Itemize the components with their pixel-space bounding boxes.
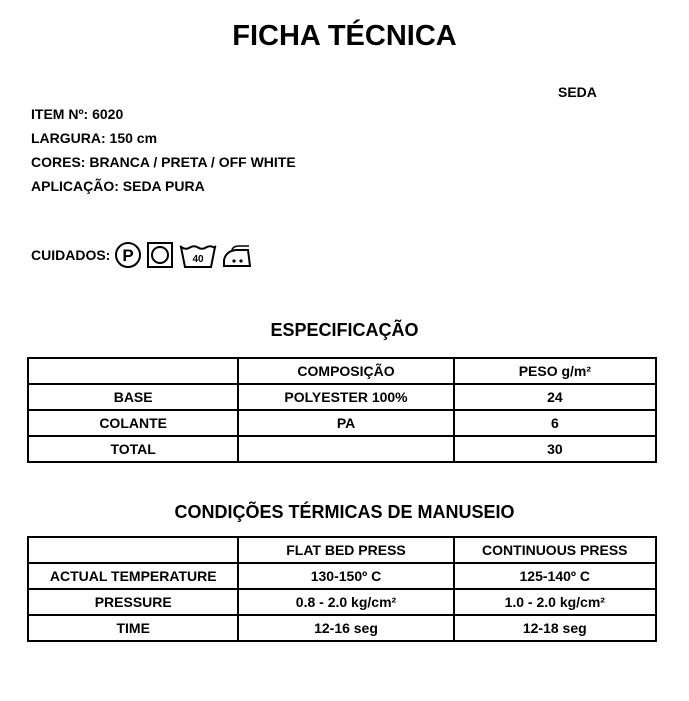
product-info <box>31 104 296 200</box>
table-row <box>28 589 656 615</box>
table-cell: ACTUAL TEMPERATURE <box>28 563 238 589</box>
width: LARGURA: 150 cm <box>31 130 158 146</box>
table-row <box>28 410 656 436</box>
category-label: SEDA <box>558 84 597 100</box>
table-header-row <box>28 358 656 384</box>
page-title: FICHA TÉCNICA <box>232 20 457 52</box>
wash-40-icon <box>178 241 222 269</box>
table-row <box>28 384 656 410</box>
colors: CORES: BRANCA / PRETA / OFF WHITE <box>31 154 296 170</box>
table-cell: 1.0 - 2.0 kg/cm² <box>454 589 656 615</box>
table-cell: 30 <box>454 436 656 462</box>
table-cell: PA <box>238 410 453 436</box>
table-header-cell: PESO g/m² <box>454 358 656 384</box>
tumble-dry-icon <box>146 241 178 269</box>
table-header-cell <box>28 537 238 563</box>
table-header-cell: FLAT BED PRESS <box>238 537 453 563</box>
table-cell: 130-150º C <box>238 563 453 589</box>
table-cell: 12-16 seg <box>238 615 453 641</box>
specification-table <box>27 357 657 463</box>
table-cell: POLYESTER 100% <box>238 384 453 410</box>
table-cell: 24 <box>454 384 656 410</box>
table-header-cell <box>28 358 238 384</box>
table-row <box>28 436 656 462</box>
table-row <box>28 563 656 589</box>
table-cell: 12-18 seg <box>454 615 656 641</box>
application: APLICAÇÃO: SEDA PURA <box>31 178 205 194</box>
care-label: CUIDADOS: <box>31 247 111 263</box>
table-cell: TIME <box>28 615 238 641</box>
care-section <box>31 238 256 272</box>
table-cell: COLANTE <box>28 410 238 436</box>
dry-clean-p-icon <box>114 241 146 269</box>
table-cell: 0.8 - 2.0 kg/cm² <box>238 589 453 615</box>
table-cell: BASE <box>28 384 238 410</box>
table-cell: 125-140º C <box>454 563 656 589</box>
table-cell: PRESSURE <box>28 589 238 615</box>
thermal-conditions-title: CONDIÇÕES TÉRMICAS DE MANUSEIO <box>174 502 515 522</box>
table-header-cell: CONTINUOUS PRESS <box>454 537 656 563</box>
wash-temperature-text: 40 <box>192 254 204 265</box>
iron-two-dots-icon <box>222 241 256 269</box>
table-header-row <box>28 537 656 563</box>
specification-title: ESPECIFICAÇÃO <box>270 320 419 340</box>
table-cell <box>238 436 453 462</box>
thermal-conditions-table <box>27 536 657 642</box>
table-row <box>28 615 656 641</box>
item-number: ITEM Nº: 6020 <box>31 106 124 122</box>
table-cell: TOTAL <box>28 436 238 462</box>
table-header-cell: COMPOSIÇÃO <box>238 358 453 384</box>
table-cell: 6 <box>454 410 656 436</box>
svg-text:P: P <box>122 246 135 265</box>
